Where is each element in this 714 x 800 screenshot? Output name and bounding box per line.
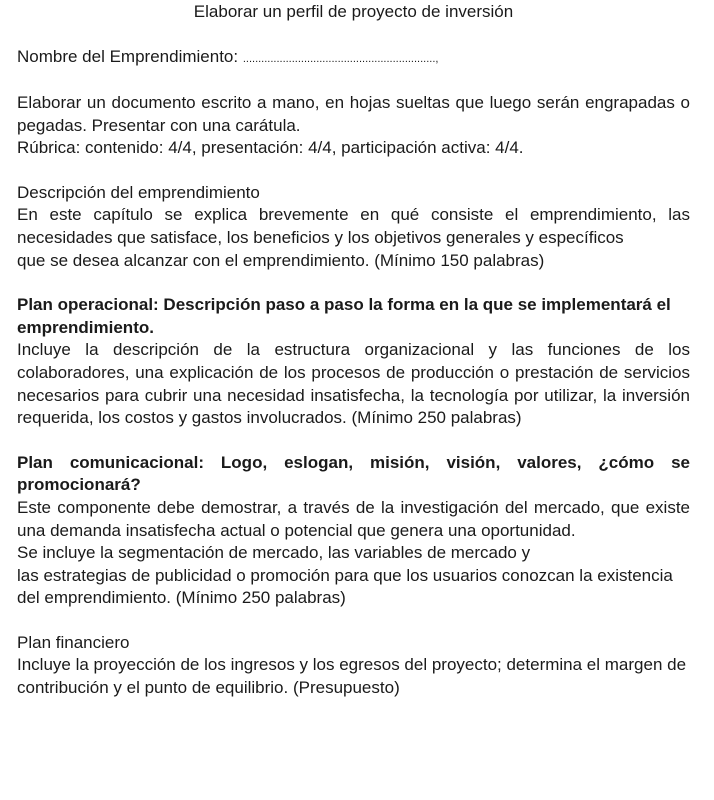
section-plan-operacional (17, 294, 690, 430)
section-heading: Plan operacional: Descripción paso a paso la forma en la que se implementará el emprendimiento. (17, 295, 671, 337)
section-paragraph: Incluye la proyección de los ingresos y los egresos del proyecto; determina el margen de contribución y el punto de equilibrio. (Presupuesto) (17, 655, 687, 698)
intro-rubric: Rúbrica: contenido: 4/4, presentación: 4/4, participación activa: 4/4. (17, 138, 524, 158)
section-paragraph: En este capítulo se explica brevemente en qué consiste el emprendimiento, las necesidades que satisface, los beneficios y los objetivos generales y específicos (17, 205, 690, 247)
section-plan-financiero (17, 632, 690, 700)
name-field-label: Nombre del Emprendimiento: (17, 47, 239, 66)
section-descripcion (17, 182, 690, 272)
section-paragraph: Este componente debe demostrar, a través de la investigación del mercado, que existe una demanda insatisfecha actual o potencial que genera una oportunidad. (17, 497, 690, 540)
section-paragraph: Incluye la descripción de la estructura organizacional y las funciones de los colaboradores, una explicación de los procesos de producción o prestación de servicios necesarios para cubrir una necesidad insatisfecha, la tecnología por utilizar, la inversión requerida, los costos y gastos involucrados. (Mínimo 250 palabras) (17, 340, 690, 428)
intro-instructions: Elaborar un documento escrito a mano, en hojas sueltas que luego serán engrapadas o pegadas. Presentar con una carátula. (17, 93, 690, 135)
section-paragraph: las estrategias de publicidad o promoción para que los usuarios conozcan la existencia del emprendimiento. (Mínimo 250 palabras) (17, 565, 673, 608)
name-field (17, 46, 690, 70)
section-heading: Descripción del emprendimiento (17, 182, 260, 202)
intro-block (17, 92, 690, 160)
page-title: Elaborar un perfil de proyecto de inversión (193, 2, 514, 21)
section-heading: Plan comunicacional: Logo, eslogan, misión, visión, valores, ¿cómo se promocionará? (17, 452, 690, 495)
name-field-blank: ..............................................................., (242, 53, 439, 65)
section-paragraph: que se desea alcanzar con el emprendimiento. (Mínimo 150 palabras) (17, 250, 545, 270)
section-paragraph: Se incluye la segmentación de mercado, las variables de mercado y (17, 543, 531, 563)
section-plan-comunicacional (17, 452, 690, 610)
section-heading: Plan financiero (17, 632, 130, 652)
